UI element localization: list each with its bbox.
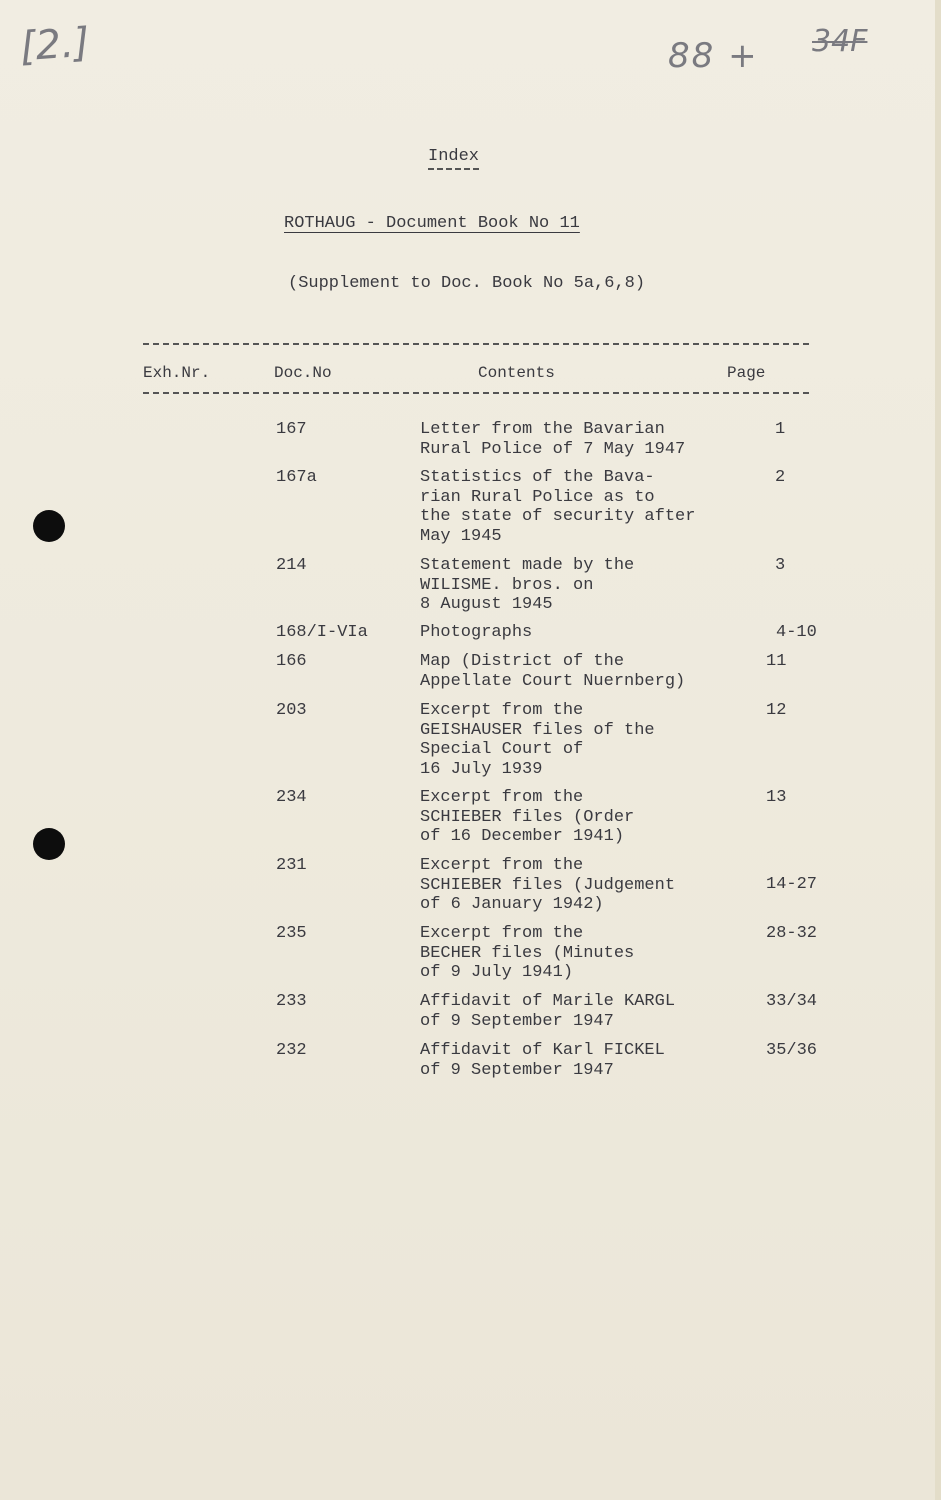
punch-hole <box>33 510 65 542</box>
contents-text: Excerpt from the BECHER files (Minutes of 9 July 1941) <box>420 924 635 982</box>
table-header-rule <box>143 392 809 394</box>
handwritten-page-number: 88 + <box>668 36 759 76</box>
page-ref: 14-27 <box>766 875 818 894</box>
contents-text: Affidavit of Marile KARGL of 9 September 1947 <box>420 992 676 1031</box>
page-ref: 3 <box>775 556 786 575</box>
contents-text: Excerpt from the SCHIEBER files (Judgement of 6 January 1942) <box>420 856 676 914</box>
page-ref: 11 <box>766 652 787 671</box>
page-ref: 35/36 <box>766 1041 818 1060</box>
page-ref: 28-32 <box>766 924 818 943</box>
page-title: Index <box>428 147 479 170</box>
doc-number: 214 <box>276 556 307 575</box>
column-header-doc-no: Doc.No <box>274 364 332 382</box>
doc-number: 168/I-VIa <box>276 623 368 642</box>
doc-number: 232 <box>276 1041 307 1060</box>
doc-number: 231 <box>276 856 307 875</box>
page-ref: 33/34 <box>766 992 818 1011</box>
column-header-exh-nr: Exh.Nr. <box>143 364 211 382</box>
contents-text: Photographs <box>420 623 533 642</box>
doc-number: 234 <box>276 788 307 807</box>
doc-number: 167a <box>276 468 317 487</box>
doc-number: 167 <box>276 420 307 439</box>
doc-number: 203 <box>276 701 307 720</box>
supplement-note: (Supplement to Doc. Book No 5a,6,8) <box>288 274 646 293</box>
punch-hole <box>33 828 65 860</box>
handwritten-struck-number: 34F <box>812 24 868 59</box>
contents-text: Affidavit of Karl FICKEL of 9 September 1947 <box>420 1041 665 1080</box>
doc-number: 166 <box>276 652 307 671</box>
column-header-page: Page <box>727 364 766 382</box>
contents-text: Letter from the Bavarian Rural Police of 7 May 1947 <box>420 420 686 459</box>
contents-text: Excerpt from the GEISHAUSER files of the Special Court of 16 July 1939 <box>420 701 655 779</box>
document-book-title: ROTHAUG - Document Book No 11 <box>284 214 580 233</box>
doc-number: 233 <box>276 992 307 1011</box>
column-header-contents: Contents <box>478 364 555 382</box>
contents-text: Excerpt from the SCHIEBER files (Order of 16 December 1941) <box>420 788 635 846</box>
contents-text: Map (District of the Appellate Court Nuernberg) <box>420 652 686 691</box>
handwritten-note-left: [2.] <box>18 19 91 71</box>
page-ref: 4-10 <box>776 623 817 642</box>
page-ref: 12 <box>766 701 787 720</box>
table-top-rule <box>143 343 809 345</box>
contents-text: Statistics of the Bava- rian Rural Police as to the state of security after May 1945 <box>420 468 696 546</box>
page-ref: 2 <box>775 468 786 487</box>
doc-number: 235 <box>276 924 307 943</box>
contents-text: Statement made by the WILISME. bros. on 8 August 1945 <box>420 556 635 614</box>
page-ref: 13 <box>766 788 787 807</box>
page-ref: 1 <box>775 420 786 439</box>
